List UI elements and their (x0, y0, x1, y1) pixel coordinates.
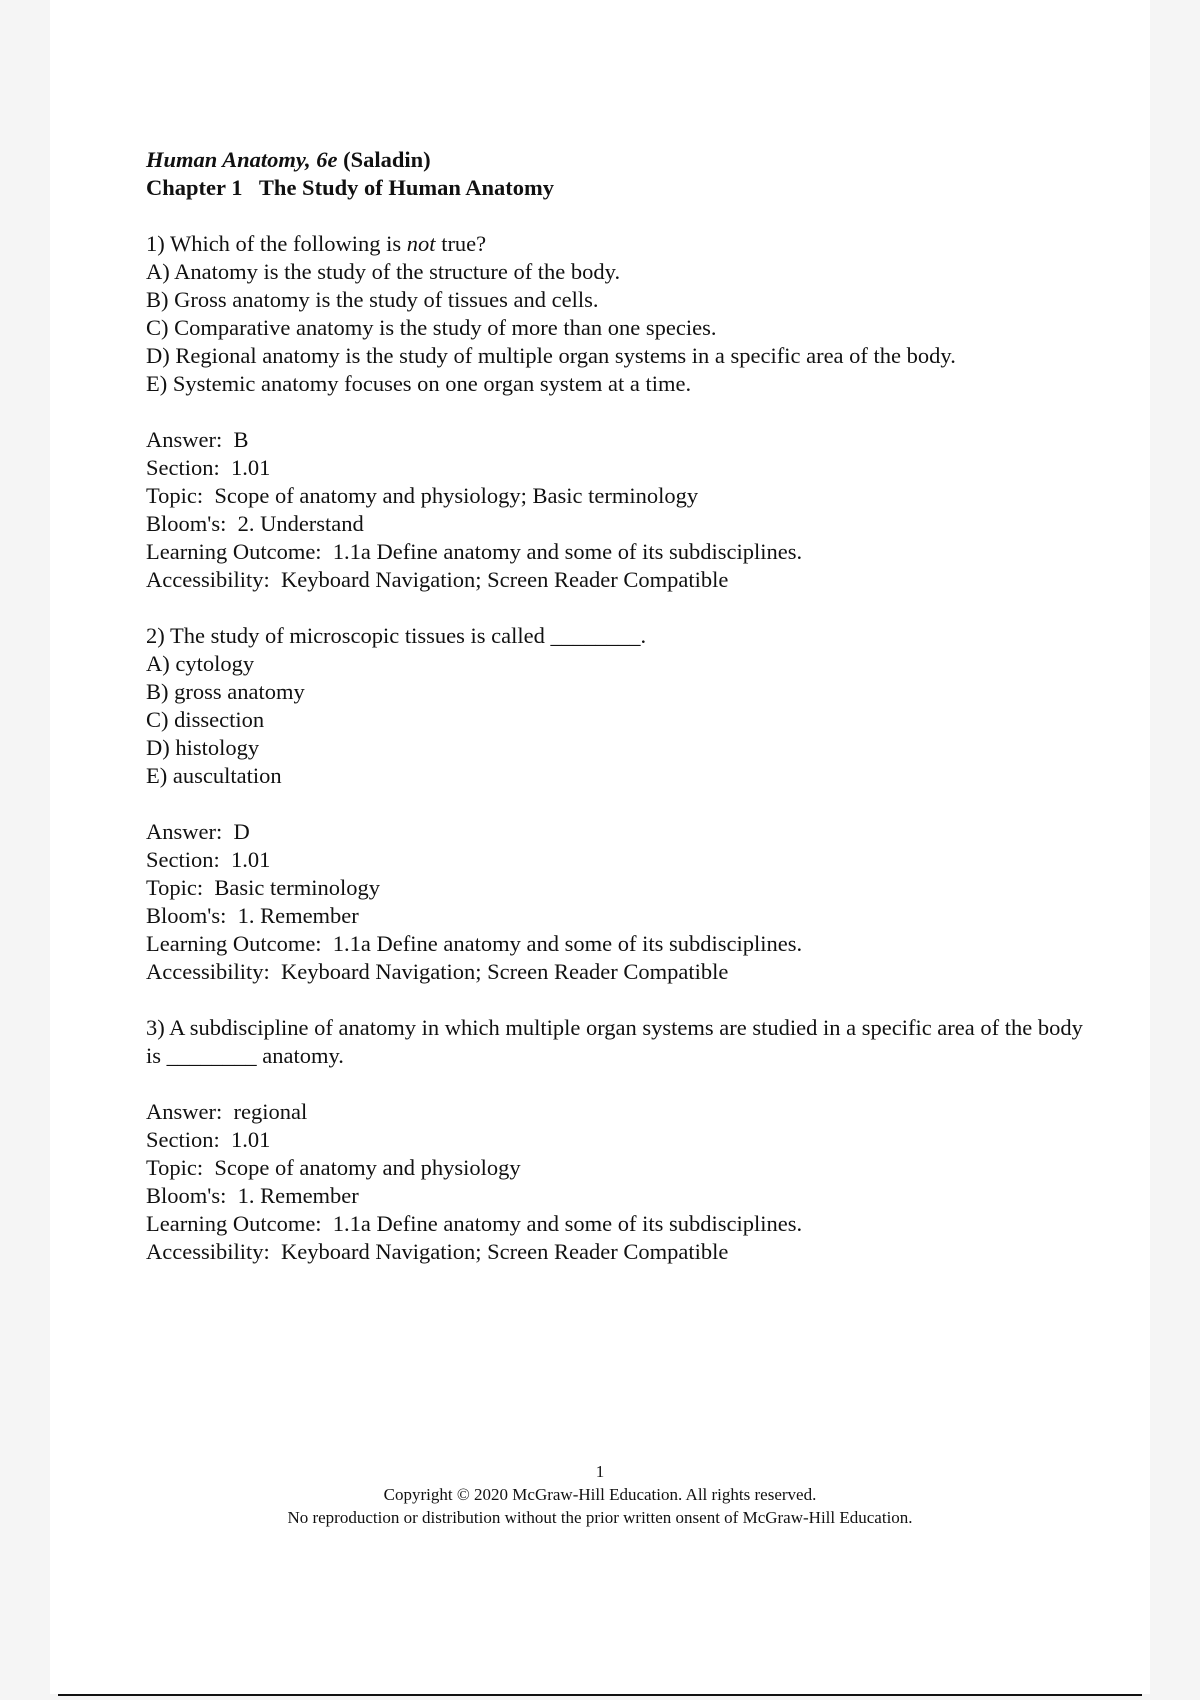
topic: Topic: Scope of anatomy and physiology (146, 1155, 521, 1180)
bottom-rule (58, 1694, 1142, 1696)
question-3-stem: 3) A subdiscipline of anatomy in which multiple organ systems are studied in a specific area of the body is ________ anatomy. (146, 1015, 1083, 1068)
question-2 (146, 622, 1086, 790)
option-a: A) cytology (146, 651, 255, 676)
option-e: E) Systemic anatomy focuses on one organ system at a time. (146, 371, 692, 396)
question-2-meta (146, 818, 1086, 986)
copyright-notice: Copyright © 2020 McGraw-Hill Education. All rights reserved. (383, 1485, 817, 1504)
blooms: Bloom's: 1. Remember (146, 1183, 359, 1208)
blooms: Bloom's: 2. Understand (146, 511, 364, 536)
section: Section: 1.01 (146, 455, 271, 480)
answer: Answer: regional (146, 1099, 308, 1124)
question-2-stem: 2) The study of microscopic tissues is called ________. (146, 623, 647, 648)
reproduction-notice: No reproduction or distribution without the prior written onsent of McGraw-Hill Education. (287, 1508, 913, 1527)
option-c: C) dissection (146, 707, 265, 732)
accessibility: Accessibility: Keyboard Navigation; Screen Reader Compatible (146, 959, 729, 984)
page-number: 1 (595, 1462, 605, 1481)
stem-emphasis: not (406, 231, 436, 256)
section: Section: 1.01 (146, 847, 271, 872)
option-d: D) histology (146, 735, 260, 760)
option-a: A) Anatomy is the study of the structure of the body. (146, 259, 621, 284)
topic: Topic: Scope of anatomy and physiology; Basic terminology (146, 483, 699, 508)
document-content (146, 146, 1086, 1266)
option-d: D) Regional anatomy is the study of multiple organ systems in a specific area of the body. (146, 343, 956, 368)
question-3-meta (146, 1098, 1086, 1266)
option-b: B) gross anatomy (146, 679, 305, 704)
learning-outcome: Learning Outcome: 1.1a Define anatomy and some of its subdisciplines. (146, 931, 803, 956)
option-b: B) Gross anatomy is the study of tissues and cells. (146, 287, 599, 312)
stem-text: true? (435, 231, 487, 256)
stem-text: 1) Which of the following is (146, 231, 407, 256)
book-title: Human Anatomy, 6e (146, 147, 338, 172)
topic: Topic: Basic terminology (146, 875, 381, 900)
question-1-meta (146, 426, 1086, 594)
learning-outcome: Learning Outcome: 1.1a Define anatomy and some of its subdisciplines. (146, 1211, 803, 1236)
section: Section: 1.01 (146, 1127, 271, 1152)
question-3 (146, 1014, 1086, 1070)
option-c: C) Comparative anatomy is the study of more than one species. (146, 315, 717, 340)
question-1-stem (146, 230, 1086, 258)
book-title-line (146, 146, 1086, 174)
book-author: (Saladin) (337, 147, 431, 172)
option-e: E) auscultation (146, 763, 282, 788)
accessibility: Accessibility: Keyboard Navigation; Screen Reader Compatible (146, 1239, 729, 1264)
learning-outcome: Learning Outcome: 1.1a Define anatomy and some of its subdisciplines. (146, 539, 803, 564)
accessibility: Accessibility: Keyboard Navigation; Screen Reader Compatible (146, 567, 729, 592)
blooms: Bloom's: 1. Remember (146, 903, 359, 928)
page-footer (0, 1460, 1200, 1529)
question-1 (146, 230, 1086, 398)
chapter-title: Chapter 1 The Study of Human Anatomy (146, 175, 554, 200)
answer: Answer: D (146, 819, 250, 844)
answer: Answer: B (146, 427, 249, 452)
